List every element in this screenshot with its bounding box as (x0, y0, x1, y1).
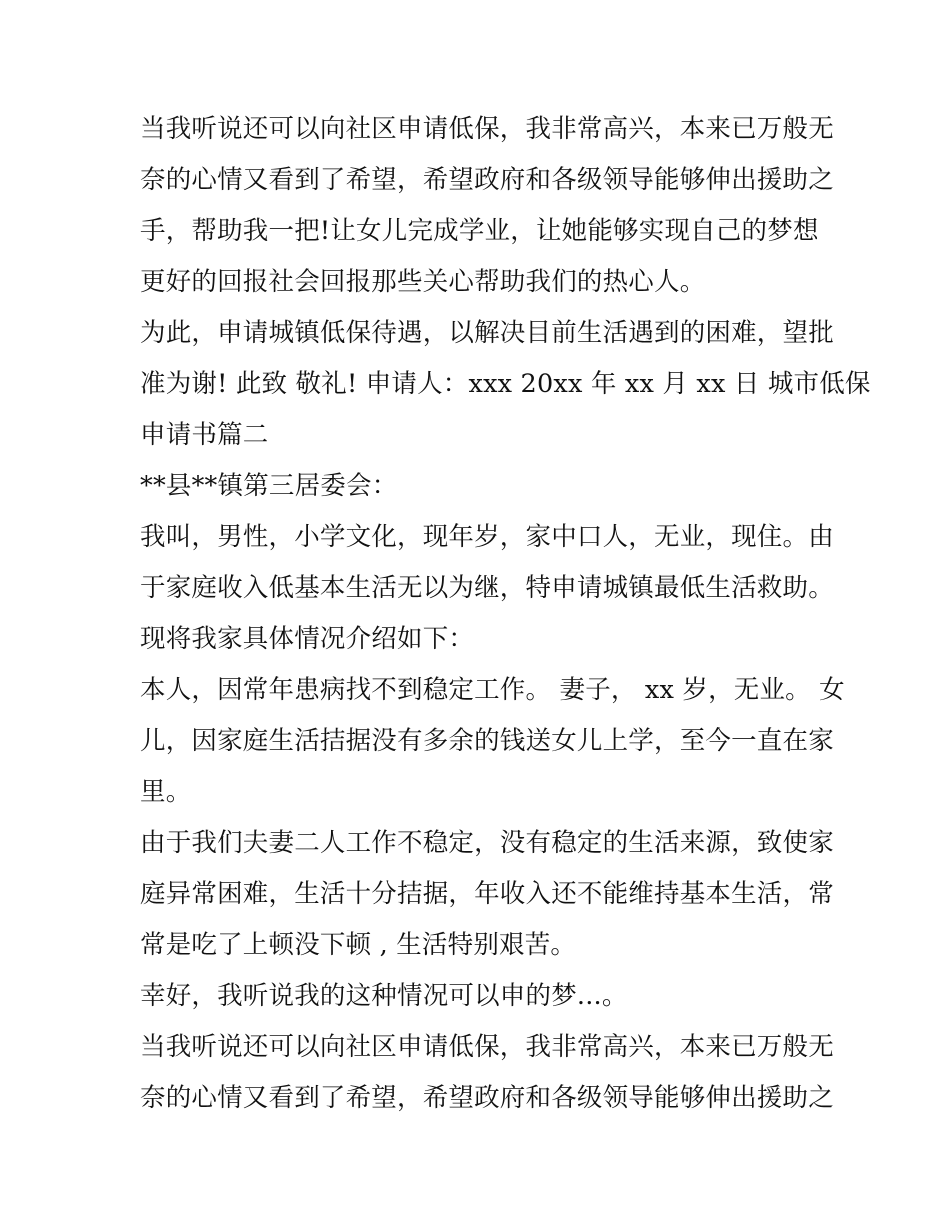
text-line: 我叫，男性，小学文化，现年岁，家中口人，无业，现住。由 (140, 522, 834, 552)
text-line: 庭异常困难，生活十分拮据，年收入还不能维持基本生活，常 (140, 879, 834, 909)
text-line: 现将我家具体情况介绍如下： (140, 624, 475, 654)
text-line: 申请书篇二 (140, 420, 269, 450)
text-line: 当我听说还可以向社区申请低保，我非常高兴，本来已万般无 (140, 114, 834, 144)
text-line: **县**镇第三居委会： (140, 471, 398, 501)
text-line: 由于我们夫妻二人工作不稳定，没有稳定的生活来源，致使家 (140, 828, 834, 858)
text-line: 奈的心情又看到了希望，希望政府和各级领导能够伸出援助之 (140, 1083, 834, 1113)
text-line: 更好的回报社会回报那些关心帮助我们的热心人。 (140, 267, 706, 297)
text-line: 常是吃了上顿没下顿 , 生活特别艰苦。 (140, 930, 577, 960)
text-line: 本人，因常年患病找不到稳定工作。 妻子， xx 岁，无业。 女 (140, 675, 845, 705)
text-line: 当我听说还可以向社区申请低保，我非常高兴，本来已万般无 (140, 1032, 834, 1062)
document-body (140, 104, 871, 1124)
text-line: 里。 (140, 777, 192, 807)
text-line: 奈的心情又看到了希望，希望政府和各级领导能够伸出援助之 (140, 165, 834, 195)
text-line: 于家庭收入低基本生活无以为继，特申请城镇最低生活救助。 (140, 573, 834, 603)
text-line: 幸好，我听说我的这种情况可以申的梦...。 (140, 981, 628, 1011)
text-line: 手，帮助我一把!让女儿完成学业，让她能够实现自己的梦想 (140, 216, 819, 246)
text-line: 准为谢! 此致 敬礼! 申请人：xxx 20xx 年 xx 月 xx 日 城市低保 (140, 369, 871, 399)
text-line: 儿，因家庭生活拮据没有多余的钱送女儿上学，至今一直在家 (140, 726, 834, 756)
text-line: 为此，申请城镇低保待遇，以解决目前生活遇到的困难，望批 (140, 318, 834, 348)
